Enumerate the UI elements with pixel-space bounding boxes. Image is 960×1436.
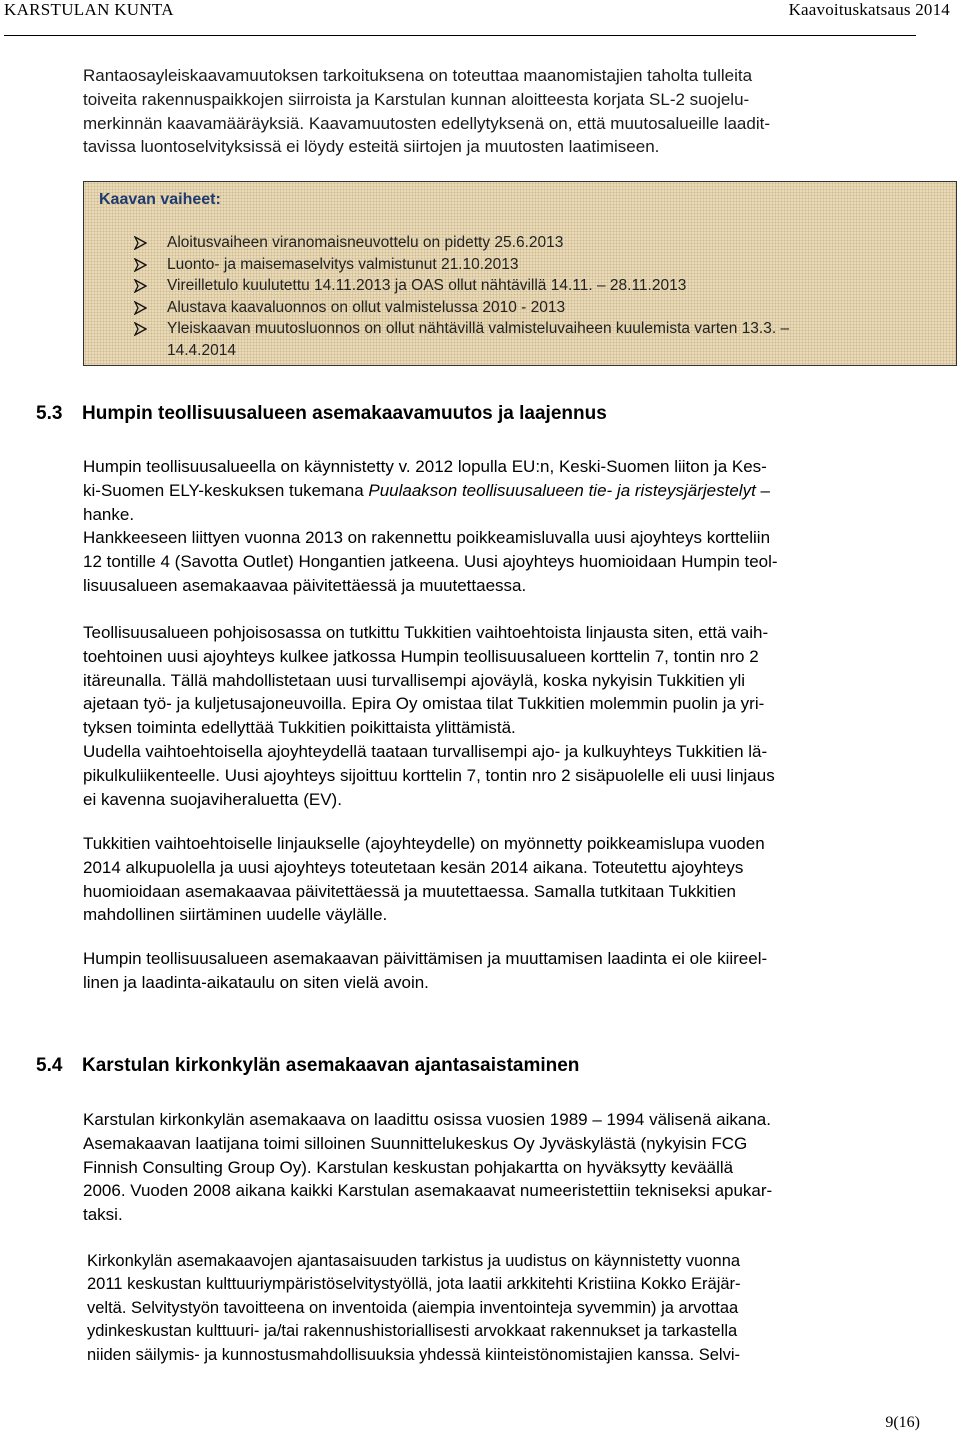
- text-line: lisuusalueen asemakaavaa päivitettäessä ja muutettaessa.: [83, 575, 527, 595]
- text-line: Karstulan kirkonkylän asemakaava on laadittu osissa vuosien 1989 – 1994 välisenä aikana.: [83, 1110, 771, 1129]
- text-line: niiden säilymis- ja kunnostusmahdollisuuksia yhdessä kiinteistönomistajien kanssa. Selvi-: [87, 1345, 740, 1364]
- list-item: [134, 275, 789, 297]
- text-line: merkinnän kaavamääräyksiä. Kaavamuutosten edellytyksenä on, että muutosalueille laadit-: [83, 113, 770, 133]
- arrow-bullet-icon: [134, 236, 147, 250]
- text-line: [83, 479, 778, 503]
- project-name-italic: Puulaakson teollisuusalueen tie- ja risteysjärjestelyt –: [368, 480, 770, 500]
- arrow-bullet-icon: [134, 322, 147, 336]
- text-line: Teollisuusalueen pohjoisosassa on tutkittu Tukkitien vaihtoehtoista linjausta siten, että vaih-: [83, 623, 769, 642]
- text-line: 2011 keskustan kulttuuriympäristöselvitystyöllä, jota laatii arkkitehti Kristiina Kokko Eräjär-: [87, 1275, 741, 1294]
- text-line: Humpin teollisuusalueella on käynnistetty v. 2012 lopulla EU:n, Keski-Suomen liiton ja Kes-: [83, 457, 767, 476]
- paragraph: [83, 455, 778, 598]
- list-item: [134, 297, 789, 319]
- list-item-text: Yleiskaavan muutosluonnos on ollut nähtävillä valmisteluvaiheen kuulemista varten 13.3. –: [167, 320, 790, 338]
- text-line: linen ja laadinta-aikataulu on siten vielä avoin.: [83, 972, 429, 992]
- text-line: ajetaan työ- ja kuljetusajoneuvoilla. Epira Oy omistaa tilat Tukkitien molemmin puolin ja yri-: [83, 694, 765, 714]
- text-line: Uudella vaihtoehtoisella ajoyhteydellä taataan turvallisempi ajo- ja kulkuyhteys Tukkitien lä-: [83, 741, 768, 761]
- arrow-bullet-icon: [134, 279, 147, 293]
- text-line: Hankkeeseen liittyen vuonna 2013 on rakennettu poikkeamisluvalla uusi ajoyhteys kortteliin: [83, 528, 771, 548]
- list-item-continuation: [134, 340, 789, 362]
- document-header-right: Kaavoituskatsaus 2014: [788, 0, 950, 19]
- section-title: Humpin teollisuusalueen asemakaavamuutos ja laajennus: [82, 403, 607, 424]
- list-item-text: Alustava kaavaluonnos on ollut valmistelussa 2010 - 2013: [167, 298, 566, 316]
- paragraph: [83, 1108, 772, 1227]
- text-line: toehtoinen uusi ajoyhteys kulkee jatkossa Humpin teollisuusalueen korttelin 7, tontin nro 2: [83, 646, 759, 666]
- text-line: pikulkuliikenteelle. Uusi ajoyhteys sijoittuu korttelin 7, tontin nro 2 sisäpuolelle eli uusi linjaus: [83, 765, 775, 785]
- page-number: 9(16): [885, 1414, 920, 1431]
- list-item-text: 14.4.2014: [167, 341, 236, 359]
- text-line: ei kavenna suojaviheraluetta (EV).: [83, 789, 342, 809]
- text-line: tyksen toiminta edellyttää Tukkitien poikittaista ylittämistä.: [83, 718, 516, 738]
- text-line: toiveita rakennuspaikkojen siirroista ja Karstulan kunnan aloitteesta korjata SL-2 suojelu-: [83, 89, 750, 109]
- plan-phases-title: Kaavan vaiheet:: [99, 191, 221, 208]
- intro-paragraph: [83, 64, 770, 159]
- list-item: [134, 232, 789, 254]
- plan-phases-box: [83, 181, 957, 366]
- text-line: ydinkeskustan kulttuuri- ja/tai rakennushistoriallisesti arvokkaat rakennukset ja tarkastella: [87, 1322, 738, 1341]
- text-line: hanke.: [83, 504, 135, 524]
- text-line: Humpin teollisuusalueen asemakaavan päivittämisen ja muuttamisen laadinta ei ole kiireel-: [83, 949, 768, 968]
- text-line: 2014 alkupuolella ja uusi ajoyhteys toteutetaan kesän 2014 aikana. Toteutettu ajoyhteys: [83, 857, 744, 877]
- list-item: [134, 254, 789, 276]
- text-line: Kirkonkylän asemakaavojen ajantasaisuuden tarkistus ja uudistus on käynnistetty vuonna: [87, 1252, 741, 1270]
- text-line: Finnish Consulting Group Oy). Karstulan keskustan pohjakartta on hyväksytty keväällä: [83, 1157, 734, 1177]
- section-number: 5.3: [36, 403, 63, 424]
- header-divider: [4, 35, 916, 36]
- paragraph: [83, 621, 775, 811]
- section-title: Karstulan kirkonkylän asemakaavan ajantasaistaminen: [82, 1055, 580, 1076]
- paragraph: [83, 832, 765, 927]
- list-item-text: Aloitusvaiheen viranomaisneuvottelu on pidetty 25.6.2013: [167, 234, 564, 251]
- paragraph: [87, 1250, 741, 1367]
- text-line: mahdollinen siirtäminen uudelle väylälle.: [83, 905, 388, 925]
- arrow-bullet-icon: [134, 301, 147, 315]
- arrow-bullet-icon: [134, 258, 147, 272]
- text-line: itäreunalla. Tällä mahdollistetaan uusi turvallisempi ajoväylä, koska nykyisin Tukkitien yli: [83, 670, 746, 690]
- text-line: tavissa luontoselvityksissä ei löydy esteitä siirtojen ja muutosten laatimiseen.: [83, 137, 660, 157]
- text-line: 2006. Vuoden 2008 aikana kaikki Karstulan asemakaavat numeeristettiin tekniseksi apukar-: [83, 1181, 773, 1201]
- paragraph: [83, 947, 767, 995]
- list-item: [134, 318, 789, 340]
- section-heading-5-3: [36, 403, 607, 425]
- list-item-text: Vireilletulo kuulutettu 14.11.2013 ja OAS ollut nähtävillä 14.11. – 28.11.2013: [167, 277, 687, 295]
- document-header-left: KARSTULAN KUNTA: [4, 0, 174, 19]
- plan-phases-list: [134, 232, 789, 362]
- text-line: taksi.: [83, 1205, 123, 1225]
- section-number: 5.4: [36, 1055, 63, 1076]
- text-line: Rantaosayleiskaavamuutoksen tarkoituksena on toteuttaa maanomistajien taholta tulleita: [83, 66, 753, 85]
- text-line: Asemakaavan laatijana toimi silloinen Suunnittelukeskus Oy Jyväskylästä (nykyisin FCG: [83, 1133, 748, 1153]
- text-line: veltä. Selvitystyön tavoitteena on inventoida (aiempia inventointeja syvemmin) ja arvottaa: [87, 1298, 739, 1317]
- section-heading-5-4: [36, 1055, 580, 1077]
- text-line: huomioidaan asemakaavaa päivitettäessä ja muutettaessa. Samalla tutkitaan Tukkitien: [83, 881, 736, 901]
- text-line: 12 tontille 4 (Savotta Outlet) Hongantien jatkeena. Uusi ajoyhteys huomioidaan Humpin teol-: [83, 552, 778, 572]
- text-span: ki-Suomen ELY-keskuksen tukemana: [83, 480, 369, 500]
- list-item-text: Luonto- ja maisemaselvitys valmistunut 21.10.2013: [167, 255, 519, 273]
- text-line: Tukkitien vaihtoehtoiselle linjaukselle (ajoyhteydelle) on myönnetty poikkeamislupa vuoden: [83, 834, 765, 853]
